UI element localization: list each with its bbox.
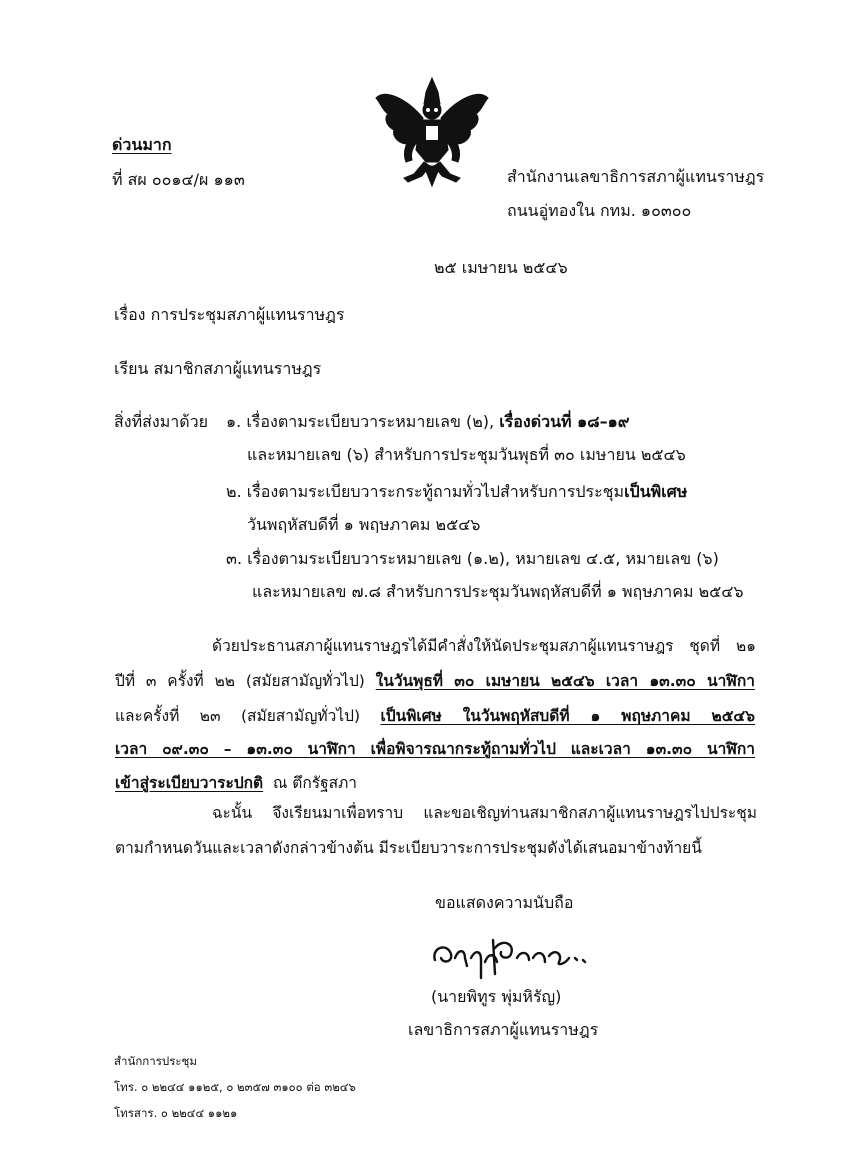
- body-emphasis: เข้าสู่ระเบียบวาระปกติ: [115, 774, 264, 792]
- body-line-7: ตามกำหนดวันและเวลาดังกล่าวข้างต้น มีระเบียบวาระการประชุมดังได้เสนอมาข้างท้ายนี้: [115, 839, 702, 857]
- signer-title: เลขาธิการสภาผู้แทนราษฎร: [408, 1020, 599, 1039]
- enclosure-text: ๒. เรื่องตามระเบียบวาระกระทู้ถามทั่วไปสำหรับการประชุม: [226, 482, 625, 501]
- letter-date: ๒๕ เมษายน ๒๕๔๖: [434, 258, 568, 277]
- enclosure-item-1-cont: และหมายเลข (๖) สำหรับการประชุมวันพุธที่ ๓๐ เมษายน ๒๕๔๖: [247, 445, 686, 464]
- enclosure-item-3: ๓. เรื่องตามระเบียบวาระหมายเลข (๑.๒), หมายเลข ๔.๕, หมายเลข (๖): [226, 549, 719, 568]
- recipient-line: เรียน สมาชิกสภาผู้แทนราษฎร: [114, 359, 322, 378]
- enclosure-item-3-cont: และหมายเลข ๗.๘ สำหรับการประชุมวันพฤหัสบดีที่ ๑ พฤษภาคม ๒๕๔๖: [252, 582, 744, 601]
- body-line-2: [115, 668, 755, 693]
- body-text: และครั้งที่ ๒๓ (สมัยสามัญทั่วไป): [115, 707, 361, 725]
- subject-line: เรื่อง การประชุมสภาผู้แทนราษฎร: [114, 305, 345, 324]
- body-line-3: [115, 703, 755, 728]
- garuda-emblem-icon: [368, 70, 496, 188]
- footer-fax: โทรสาร. ๐ ๒๒๔๔ ๑๑๒๑: [114, 1106, 238, 1120]
- urgency-label: ด่วนมาก: [112, 135, 172, 154]
- handwritten-signature: [425, 928, 615, 980]
- body-line-5: [115, 770, 357, 795]
- signer-name: (นายพิทูร พุ่มหิรัญ): [431, 987, 562, 1006]
- enclosure-item-2-cont: วันพฤหัสบดีที่ ๑ พฤษภาคม ๒๕๔๖: [247, 515, 481, 534]
- body-emphasis: ในวันพุธที่ ๓๐ เมษายน ๒๕๔๖ เวลา ๑๓.๓๐ นาฬิกา: [375, 672, 755, 690]
- closing-text: ขอแสดงความนับถือ: [435, 893, 574, 912]
- document-number: ที่ สผ ๐๐๑๔/ผ ๑๑๓: [112, 170, 245, 189]
- office-address: ถนนอู่ทองใน กทม. ๑๐๓๐๐: [507, 201, 692, 220]
- enclosures-label: สิ่งที่ส่งมาด้วย: [114, 412, 208, 431]
- enclosure-text: ๑. เรื่องตามระเบียบวาระหมายเลข (๒),: [226, 412, 495, 431]
- enclosure-emphasis: เรื่องด่วนที่ ๑๘–๑๙: [499, 412, 630, 431]
- body-line-4: เวลา ๐๙.๓๐ – ๑๓.๓๐ นาฬิกา เพื่อพิจารณากระทู้ถามทั่วไป และเวลา ๑๓.๓๐ นาฬิกา: [115, 740, 755, 758]
- enclosure-item-2: [226, 480, 687, 505]
- office-name: สำนักงานเลขาธิการสภาผู้แทนราษฎร: [507, 167, 765, 186]
- body-text: ณ ตึกรัฐสภา: [272, 774, 358, 792]
- body-emphasis: เป็นพิเศษ ในวันพฤหัสบดีที่ ๑ พฤษภาคม ๒๕๔๖: [380, 707, 755, 725]
- footer-department: สำนักการประชุม: [114, 1054, 197, 1068]
- body-line-1: ด้วยประธานสภาผู้แทนราษฎรได้มีคำสั่งให้นัดประชุมสภาผู้แทนราษฎร ชุดที่ ๒๑: [212, 637, 756, 655]
- body-text: ปีที่ ๓ ครั้งที่ ๒๒ (สมัยสามัญทั่วไป): [115, 672, 365, 690]
- body-line-6: ฉะนั้น จึงเรียนมาเพื่อทราบ และขอเชิญท่านสมาชิกสภาผู้แทนราษฎรไปประชุม: [212, 804, 757, 822]
- footer-phone: โทร. ๐ ๒๒๔๔ ๑๑๒๕, ๐ ๒๓๕๗ ๓๑๐๐ ต่อ ๓๒๔๖: [114, 1080, 356, 1094]
- enclosure-emphasis: เป็นพิเศษ: [624, 482, 688, 501]
- enclosure-item-1: [226, 410, 630, 435]
